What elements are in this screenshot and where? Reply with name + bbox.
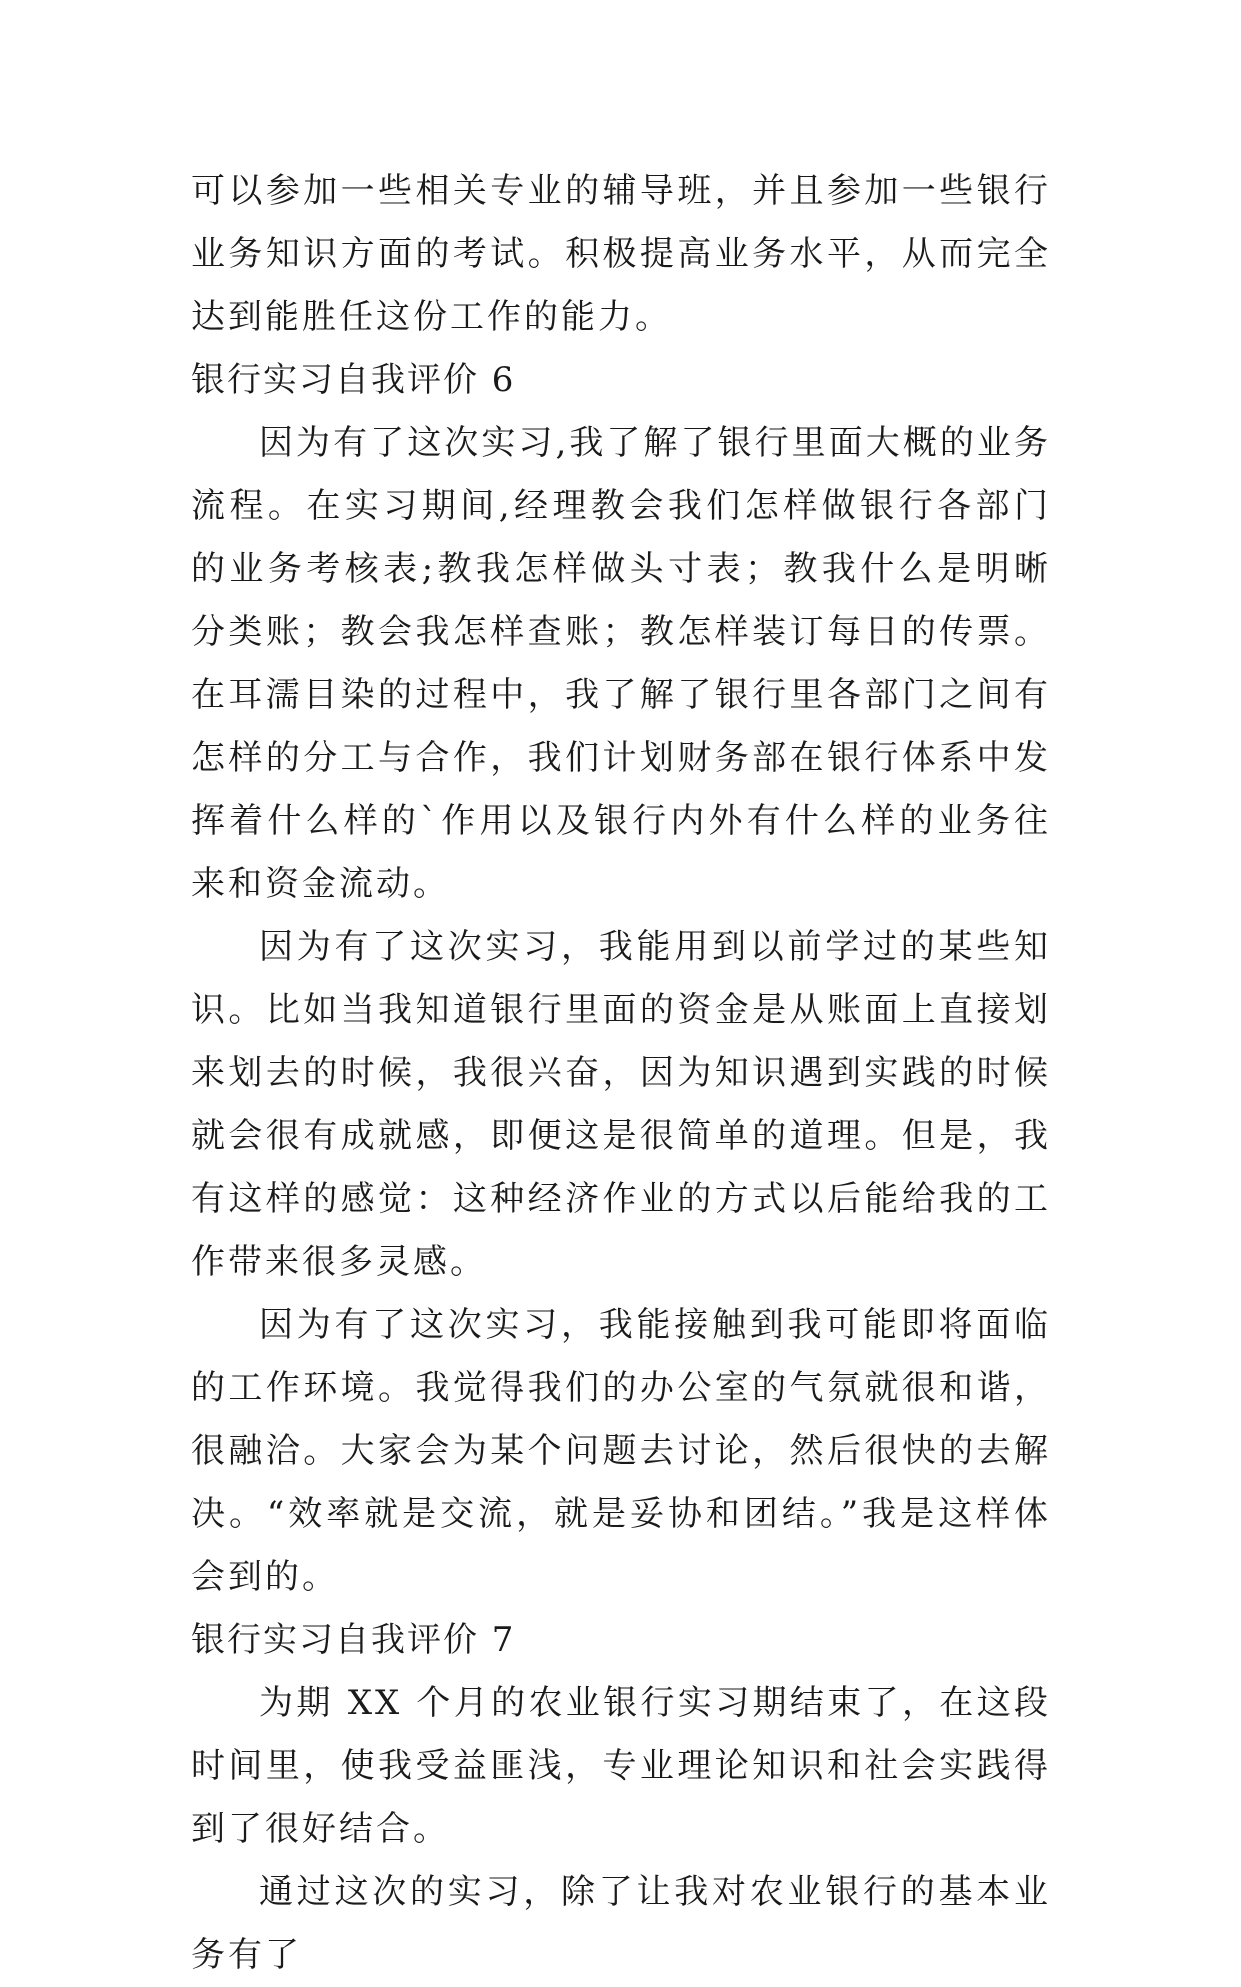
paragraph-7-2: 通过这次的实习，除了让我对农业银行的基本业务有了 (191, 1872, 1051, 1975)
section-heading-6: 银行实习自我评价 6 (191, 360, 516, 400)
document-body (191, 160, 1051, 1987)
paragraph-6-1: 因为有了这次实习,我了解了银行里面大概的业务流程。在实习期间,经理教会我们怎样做银行各部门的业务考核表;教我怎样做头寸表；教我什么是明晰分类账；教会我怎样查账；教怎样装订每日的传票。在耳濡目染的过程中，我了解了银行里各部门之间有怎样的分工与合作，我们计划财务部在银行体系中发挥着什么样的`作用以及银行内外有什么样的业务往来和资金流动。 (191, 423, 1051, 904)
paragraph-6-3: 因为有了这次实习，我能接触到我可能即将面临的工作环境。我觉得我们的办公室的气氛就很和谐，很融洽。大家会为某个问题去讨论，然后很快的去解决。“效率就是交流，就是妥协和团结。”我是这样体会到的。 (191, 1305, 1051, 1597)
paragraph-7-1: 为期 XX 个月的农业银行实习期结束了，在这段时间里，使我受益匪浅，专业理论知识和社会实践得到了很好结合。 (191, 1683, 1051, 1849)
section-heading-7: 银行实习自我评价 7 (191, 1620, 516, 1660)
paragraph-continued: 可以参加一些相关专业的辅导班，并且参加一些银行业务知识方面的考试。积极提高业务水平，从而完全达到能胜任这份工作的能力。 (191, 171, 1051, 337)
paragraph-6-2: 因为有了这次实习，我能用到以前学过的某些知识。比如当我知道银行里面的资金是从账面上直接划来划去的时候，我很兴奋，因为知识遇到实践的时候就会很有成就感，即便这是很简单的道理。但是，我有这样的感觉：这种经济作业的方式以后能给我的工作带来很多灵感。 (191, 927, 1051, 1282)
